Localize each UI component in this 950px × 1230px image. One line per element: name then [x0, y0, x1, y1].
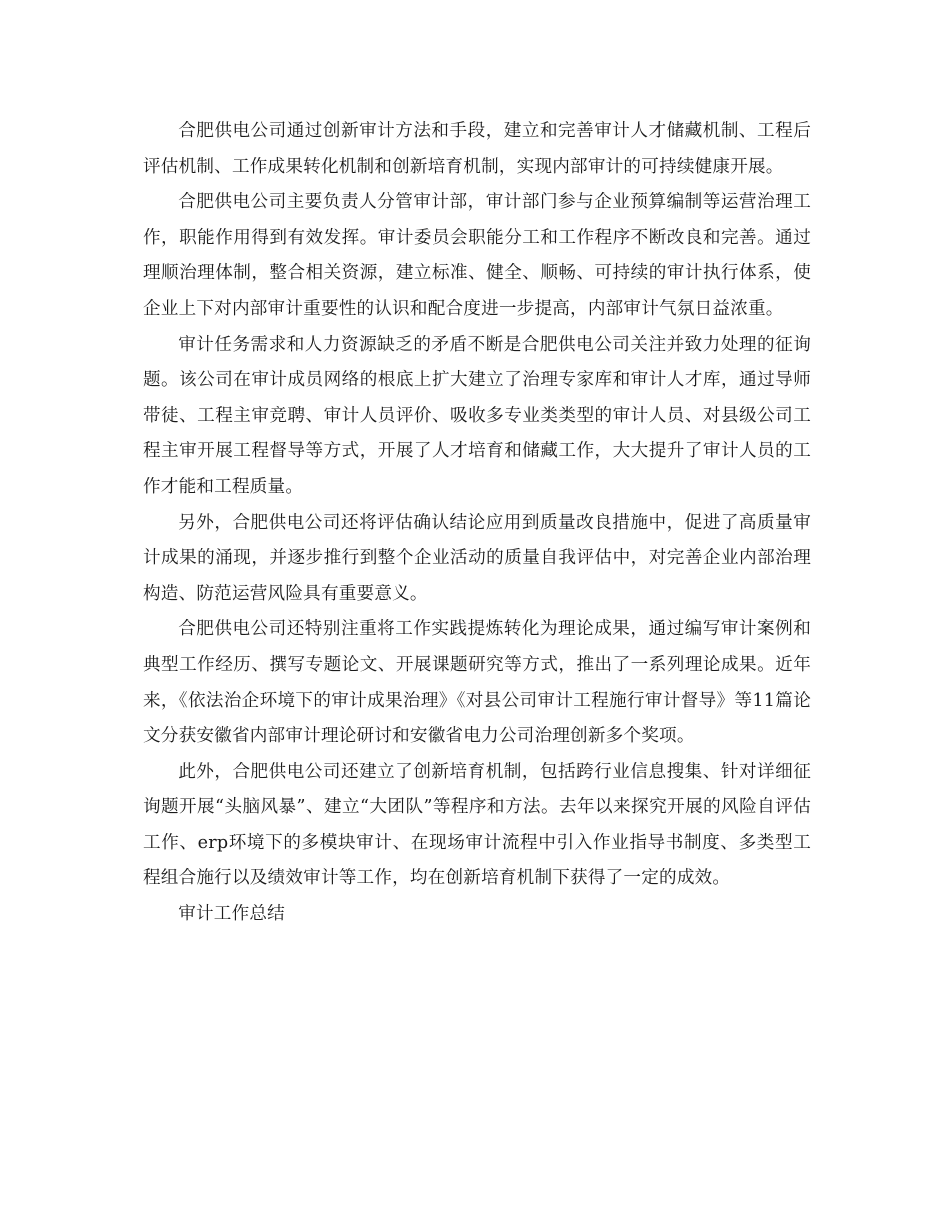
document-page [143, 114, 811, 933]
section-heading: 审计工作总结 [178, 904, 285, 925]
paragraph-4: 另外，合肥供电公司还将评估确认结论应用到质量改良措施中，促进了高质量审计成果的涌现，并逐步推行到整个企业活动的质量自我评估中，对完善企业内部治理构造、防范运营风险具有重要意义。 [143, 512, 811, 604]
paragraph-6: 此外，合肥供电公司还建立了创新培育机制，包括跨行业信息搜集、针对详细征询题开展“头脑风暴”、建立“大团队”等程序和方法。去年以来探究开展的风险自评估工作、erp环境下的多模块审计、在现场审计流程中引入作业指导书制度、多类型工程组合施行以及绩效审计等工作，均在创新培育机制下获得了一定的成效。 [143, 761, 811, 889]
paragraph-1: 合肥供电公司通过创新审计方法和手段，建立和完善审计人才储藏机制、工程后评估机制、工作成果转化机制和创新培育机制，实现内部审计的可持续健康开展。 [143, 121, 811, 177]
paragraph-3: 审计任务需求和人力资源缺乏的矛盾不断是合肥供电公司关注并致力处理的征询题。该公司在审计成员网络的根底上扩大建立了治理专家库和审计人才库，通过导师带徒、工程主审竞聘、审计人员评价、吸收多专业类类型的审计人员、对县级公司工程主审开展工程督导等方式，开展了人才培育和储藏工作，大大提升了审计人员的工作才能和工程质量。 [143, 334, 811, 497]
paragraph-5: 合肥供电公司还特别注重将工作实践提炼转化为理论成果，通过编写审计案例和典型工作经历、撰写专题论文、开展课题研究等方式，推出了一系列理论成果。近年来，《依法治企环境下的审计成果治理》《对县公司审计工程施行审计督导》等11篇论文分获安徽省内部审计理论研讨和安徽省电力公司治理创新多个奖项。 [143, 619, 811, 747]
paragraph-2: 合肥供电公司主要负责人分管审计部，审计部门参与企业预算编制等运营治理工作，职能作用得到有效发挥。审计委员会职能分工和工作程序不断改良和完善。通过理顺治理体制，整合相关资源，建立标准、健全、顺畅、可持续的审计执行体系，使企业上下对内部审计重要性的认识和配合度进一步提高，内部审计气氛日益浓重。 [143, 192, 811, 319]
